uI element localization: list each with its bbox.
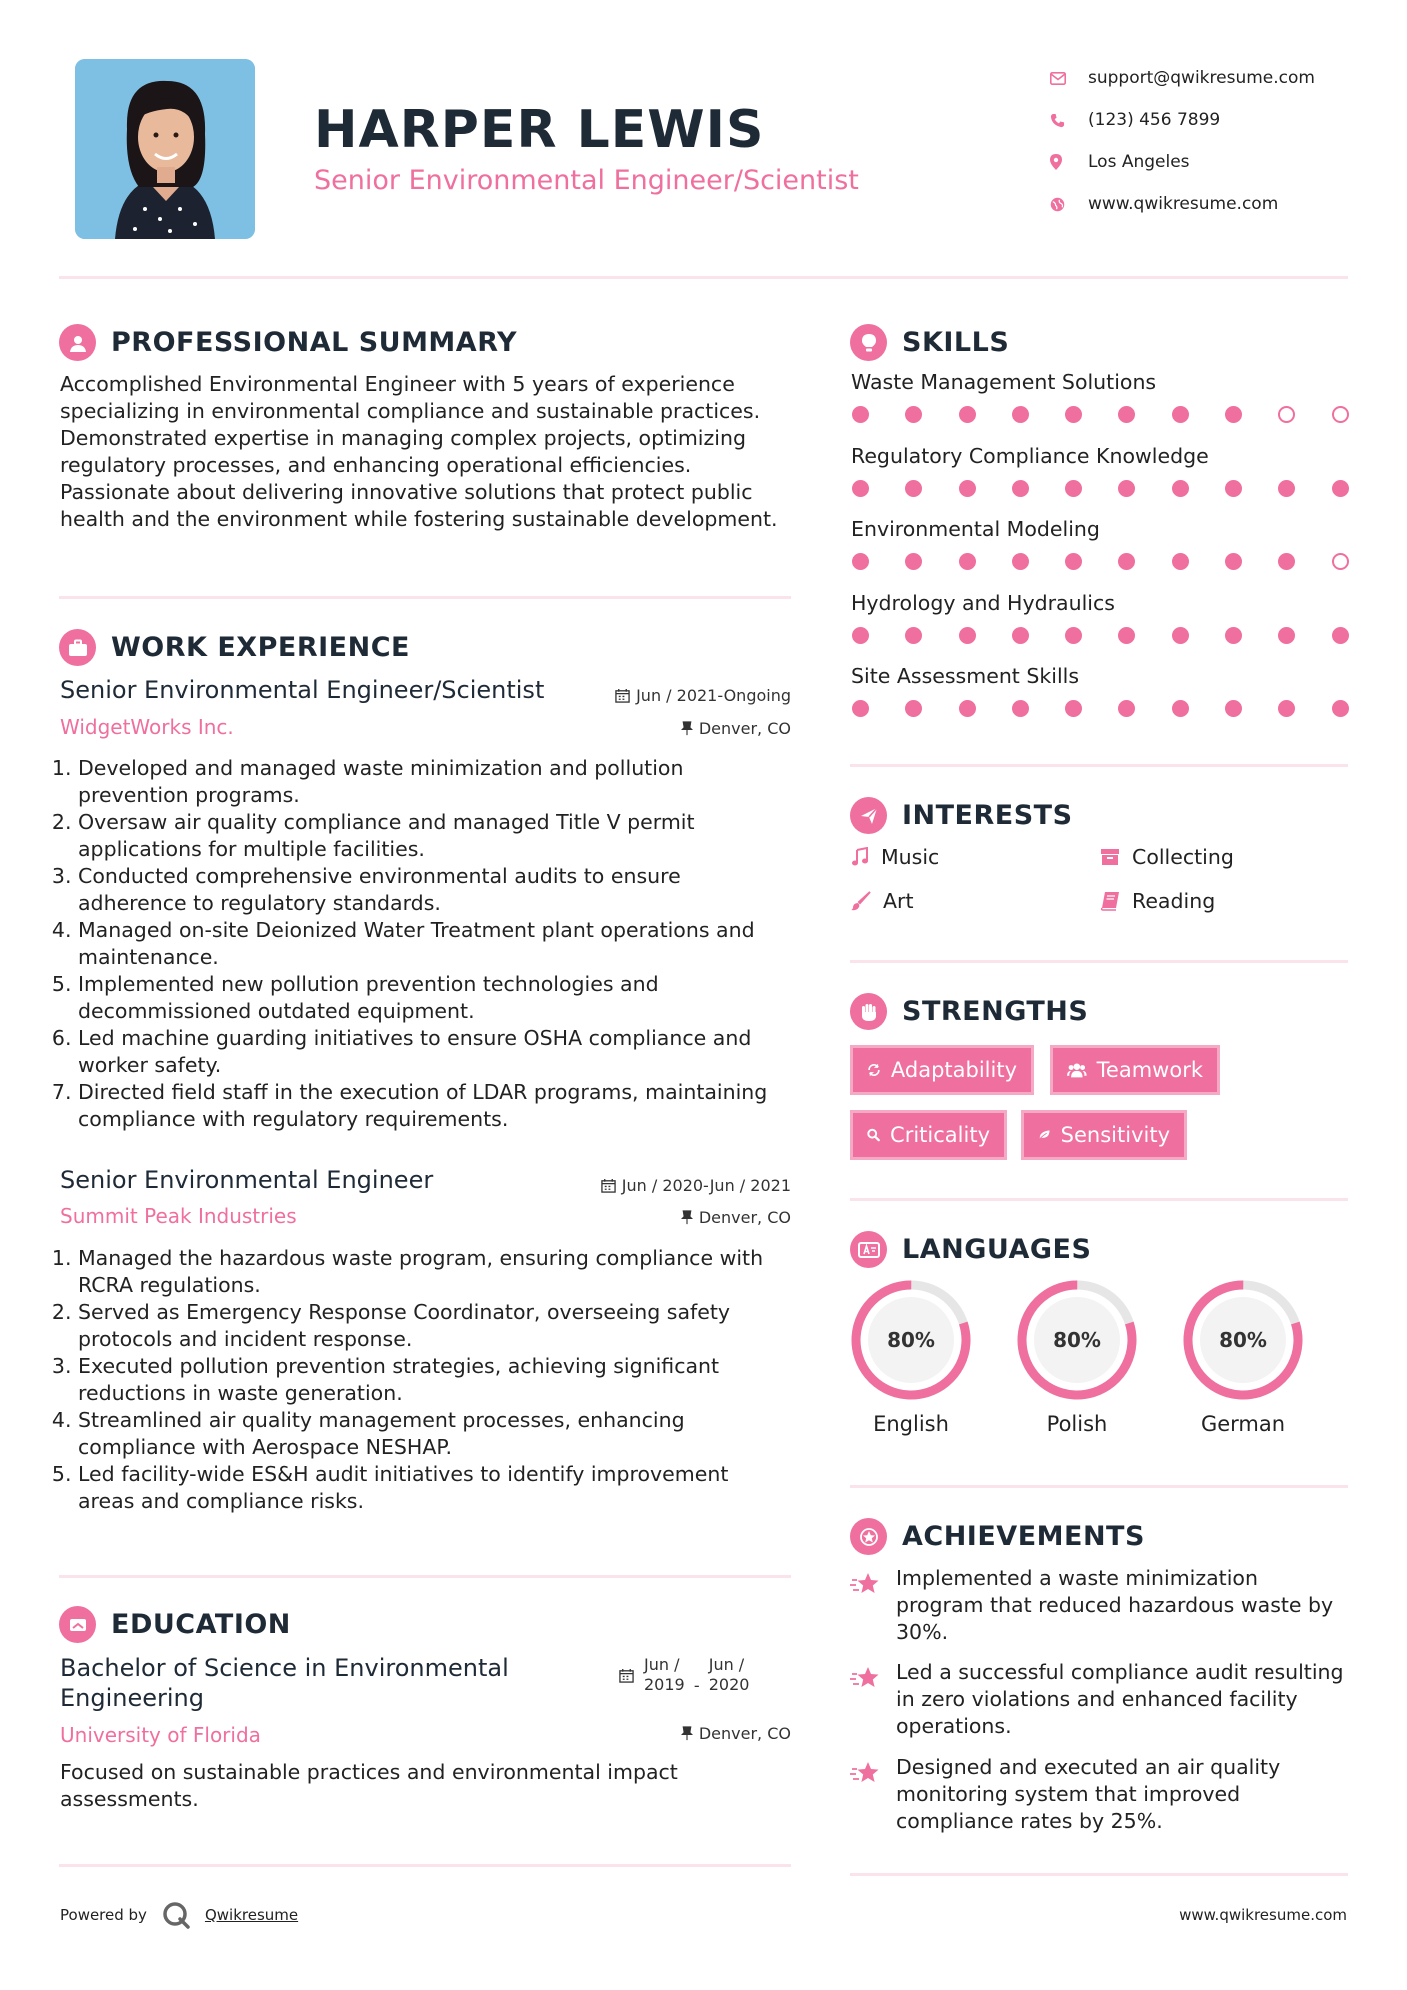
language-percent: 80% [887, 1328, 935, 1352]
language-name: Polish [1046, 1412, 1108, 1436]
language-item [1181, 1278, 1305, 1436]
rating-dot-filled [1278, 627, 1295, 644]
list-item: 3. Executed pollution prevention strategies, achieving significant reductions in waste generation. [78, 1353, 790, 1407]
users-icon [1067, 1060, 1087, 1080]
end-year: 2020 [708, 1675, 750, 1694]
school-name: University of Florida [60, 1723, 261, 1747]
calendar-icon [615, 688, 630, 703]
translate-icon [850, 1231, 887, 1268]
job-dates-text: Jun / 2020-Jun / 2021 [621, 1176, 791, 1195]
language-percent: 80% [1053, 1328, 1101, 1352]
phone-icon [1050, 113, 1088, 128]
rating-dot-filled [1118, 480, 1135, 497]
achievement-text: Led a successful compliance audit resulting in zero violations and enhanced facility operations. [896, 1660, 1344, 1738]
rating-dot-filled [959, 553, 976, 570]
location-text: Los Angeles [1088, 152, 1190, 172]
rating-dot-filled [852, 627, 869, 644]
start-year: 2019 [644, 1675, 685, 1694]
list-item: 4. Streamlined air quality management processes, enhancing compliance with Aerospace NESHAP. [78, 1407, 790, 1461]
pushpin-icon [681, 1210, 693, 1225]
interest-label: Art [883, 889, 914, 913]
website-text: www.qwikresume.com [1088, 194, 1279, 214]
strength-badge [850, 1045, 1034, 1095]
rating-dot-filled [1012, 700, 1029, 717]
start-date [644, 1655, 685, 1695]
rating-dot-filled [905, 700, 922, 717]
rating-dot-filled [1065, 700, 1082, 717]
achievement-item [850, 1754, 1346, 1835]
email-text: support@qwikresume.com [1088, 68, 1315, 88]
phone-text: (123) 456 7899 [1088, 110, 1221, 130]
header-divider [59, 276, 1348, 279]
interest-label: Music [881, 845, 940, 869]
rating-dot-filled [1065, 627, 1082, 644]
rating-dot-filled [1065, 406, 1082, 423]
strength-label: Adaptability [890, 1058, 1017, 1082]
rating-dot-filled [1172, 480, 1189, 497]
contact-website[interactable] [1050, 183, 1315, 225]
rating-dot-filled [959, 700, 976, 717]
list-item: 4. Managed on-site Deionized Water Treatment plant operations and maintenance. [78, 917, 790, 971]
language-percent: 80% [1219, 1328, 1267, 1352]
interest-label: Reading [1132, 889, 1216, 913]
contact-location [1050, 141, 1315, 183]
strength-label: Teamwork [1096, 1058, 1203, 1082]
rating-dot-filled [1225, 627, 1242, 644]
map-pin-icon [1050, 154, 1088, 170]
education-description: Focused on sustainable practices and environmental impact assessments. [60, 1760, 678, 1811]
pushpin-icon [681, 721, 693, 736]
rating-dot-filled [1172, 406, 1189, 423]
list-item: 6. Led machine guarding initiatives to ensure OSHA compliance and worker safety. [78, 1025, 790, 1079]
degree-line: Bachelor of Science in Environmental [60, 1654, 509, 1682]
education-title: EDUCATION [111, 1609, 291, 1640]
work-divider [59, 1575, 791, 1578]
list-item: 1. Developed and managed waste minimization and pollution prevention programs. [78, 755, 790, 809]
job-company: Summit Peak Industries [60, 1204, 297, 1228]
list-item: 5. Led facility-wide ES&H audit initiatives to identify improvement areas and compliance risks. [78, 1461, 790, 1515]
profile-photo [75, 59, 255, 239]
job-title: Senior Environmental Engineer/Scientist [60, 676, 545, 704]
language-name: English [873, 1412, 949, 1436]
rating-dot-filled [1278, 700, 1295, 717]
rating-dot-filled [1225, 700, 1242, 717]
powered-by-label: Powered by [60, 1906, 147, 1924]
rating-dot-filled [959, 627, 976, 644]
skill-name: Waste Management Solutions [851, 370, 1157, 394]
language-progress-ring [849, 1278, 973, 1402]
rating-dot-filled [959, 406, 976, 423]
summary-divider [59, 596, 791, 599]
skill-name: Environmental Modeling [851, 517, 1100, 541]
rating-dot-filled [1065, 480, 1082, 497]
refresh-icon [867, 1060, 881, 1080]
rating-dot-filled [959, 480, 976, 497]
rating-dot-filled [1118, 627, 1135, 644]
search-icon [867, 1125, 880, 1145]
rating-dot-empty [1278, 406, 1295, 423]
rating-dot-filled [905, 480, 922, 497]
job-responsibilities [60, 1245, 790, 1515]
rating-dot-filled [852, 480, 869, 497]
rating-dot-filled [1332, 627, 1349, 644]
rating-dot-filled [1278, 553, 1295, 570]
job-dates [615, 686, 791, 705]
rating-dot-filled [1225, 480, 1242, 497]
skill-rating [852, 553, 1385, 570]
interests-divider [850, 960, 1348, 963]
footer-powered-by [60, 1900, 298, 1930]
strengths-title: STRENGTHS [902, 996, 1089, 1027]
rating-dot-filled [1332, 700, 1349, 717]
rating-dot-filled [905, 553, 922, 570]
leaf-icon [1038, 1125, 1051, 1145]
end-date [709, 1655, 750, 1695]
rating-dot-filled [1118, 553, 1135, 570]
skill-rating [852, 700, 1385, 717]
achievement-item [850, 1659, 1346, 1740]
list-item: 3. Conducted comprehensive environmental audits to ensure adherence to regulatory standards. [78, 863, 790, 917]
rating-dot-filled [1118, 406, 1135, 423]
skill-rating [852, 406, 1385, 423]
footer-website[interactable]: www.qwikresume.com [1179, 1906, 1347, 1924]
interest-item [851, 889, 914, 913]
list-item: 5. Implemented new pollution prevention technologies and decommissioned outdated equipment. [78, 971, 790, 1025]
interest-item [1100, 889, 1215, 913]
strengths-divider [850, 1198, 1348, 1201]
strength-badge [850, 1110, 1007, 1160]
start-month: Jun / [644, 1655, 680, 1674]
job-dates [601, 1176, 791, 1195]
interest-label: Collecting [1132, 845, 1234, 869]
contact-list [1050, 57, 1315, 225]
job-location [681, 1208, 791, 1227]
education-divider [59, 1864, 791, 1867]
education-section-header [59, 1606, 291, 1643]
rating-dot-filled [852, 700, 869, 717]
end-month: Jun / [708, 1655, 745, 1674]
user-icon [59, 324, 96, 361]
achievement-star-icon [850, 1659, 896, 1740]
job-location [681, 719, 791, 738]
skill-rating [852, 627, 1385, 644]
skill-name: Site Assessment Skills [851, 664, 1080, 688]
education-dates [619, 1655, 749, 1695]
list-item: 2. Oversaw air quality compliance and managed Title V permit applications for multiple facilities. [78, 809, 790, 863]
skill-rating [852, 480, 1385, 497]
strength-badge [1050, 1045, 1220, 1095]
qwikresume-link[interactable]: Qwikresume [204, 1906, 299, 1924]
job-location-text: Denver, CO [698, 719, 791, 738]
rating-dot-filled [1012, 480, 1029, 497]
candidate-name: HARPER LEWIS [314, 100, 765, 160]
contact-phone[interactable] [1050, 99, 1315, 141]
archive-box-icon [1100, 848, 1120, 866]
job-title: Senior Environmental Engineer [60, 1166, 434, 1194]
job-company: WidgetWorks Inc. [60, 715, 234, 739]
work-section-header [59, 629, 410, 666]
degree-title [60, 1653, 509, 1713]
languages-section-header [850, 1231, 1091, 1268]
achievements-section-header [850, 1518, 1145, 1555]
star-icon [850, 1518, 887, 1555]
globe-icon [1050, 197, 1088, 212]
skill-name: Hydrology and Hydraulics [851, 590, 1115, 615]
job-responsibilities [60, 755, 790, 1133]
rating-dot-empty [1332, 406, 1349, 423]
strength-label: Criticality [890, 1123, 990, 1147]
briefcase-icon [59, 629, 96, 666]
strength-label: Sensitivity [1060, 1123, 1170, 1147]
strengths-section-header [850, 993, 1088, 1030]
rating-dot-filled [1065, 553, 1082, 570]
envelope-icon [1050, 72, 1088, 85]
interests-title: INTERESTS [902, 800, 1073, 831]
rating-dot-filled [1225, 553, 1242, 570]
skills-section-header [850, 324, 1009, 361]
rating-dot-filled [1172, 700, 1189, 717]
summary-section-header [59, 324, 517, 361]
language-progress-ring [1015, 1278, 1139, 1402]
achievement-item [850, 1565, 1346, 1646]
contact-email[interactable] [1050, 57, 1315, 99]
calendar-icon [619, 1668, 634, 1683]
rating-dot-filled [1012, 627, 1029, 644]
languages-title: LANGUAGES [902, 1234, 1092, 1265]
pushpin-icon [681, 1726, 693, 1741]
interest-item [851, 845, 939, 869]
skills-title: SKILLS [902, 327, 1010, 358]
graduation-icon [59, 1606, 96, 1643]
languages-divider [850, 1485, 1348, 1488]
list-item: 7. Directed field staff in the execution of LDAR programs, maintaining compliance with regulatory requirements. [78, 1079, 790, 1133]
job-location-text: Denver, CO [698, 1208, 791, 1227]
candidate-role: Senior Environmental Engineer/Scientist [314, 165, 859, 196]
achievement-text: Designed and executed an air quality monitoring system that improved compliance rates by 25%. [896, 1755, 1281, 1833]
language-item [1015, 1278, 1139, 1436]
education-location-text: Denver, CO [698, 1724, 791, 1743]
work-title: WORK EXPERIENCE [111, 632, 410, 663]
skills-divider [850, 764, 1348, 767]
qwikresume-logo [161, 1900, 191, 1930]
rating-dot-filled [1172, 627, 1189, 644]
skill-name: Regulatory Compliance Knowledge [851, 443, 1209, 468]
music-note-icon [851, 847, 869, 867]
rating-dot-filled [1118, 700, 1135, 717]
interest-item [1100, 845, 1234, 869]
rating-dot-empty [1332, 553, 1349, 570]
strength-badge [1021, 1110, 1187, 1160]
paper-plane-icon [850, 797, 887, 834]
calendar-icon [601, 1178, 616, 1193]
achievements-title: ACHIEVEMENTS [902, 1521, 1145, 1552]
fist-icon [850, 993, 887, 1030]
date-separator: - [693, 1675, 700, 1695]
lightbulb-icon [850, 324, 887, 361]
interests-section-header [850, 797, 1073, 834]
achievement-star-icon [850, 1565, 896, 1646]
achievement-text: Implemented a waste minimization program that reduced hazardous waste by 30%. [896, 1566, 1334, 1644]
rating-dot-filled [1332, 480, 1349, 497]
education-location [681, 1724, 791, 1743]
paintbrush-icon [851, 891, 871, 911]
language-name: German [1200, 1412, 1286, 1436]
achievements-divider [850, 1873, 1348, 1876]
book-icon [1100, 891, 1120, 911]
rating-dot-filled [1012, 406, 1029, 423]
summary-text: Accomplished Environmental Engineer with 5 years of experience specializing in environmental compliance and sustainable practices. Demonstrated expertise in managing complex projects, optimizing regulatory processes, and enhancing operational efficiencies. Passionate about delivering innovative solutions that protect public health and the environment while fostering sustainable development. [60, 372, 778, 531]
list-item: 2. Served as Emergency Response Coordinator, overseeing safety protocols and incident response. [78, 1299, 790, 1353]
language-progress-ring [1181, 1278, 1305, 1402]
achievement-star-icon [850, 1754, 896, 1835]
rating-dot-filled [1225, 406, 1242, 423]
list-item: 1. Managed the hazardous waste program, ensuring compliance with RCRA regulations. [78, 1245, 790, 1299]
summary-title: PROFESSIONAL SUMMARY [111, 327, 518, 358]
rating-dot-filled [905, 627, 922, 644]
rating-dot-filled [1172, 553, 1189, 570]
degree-line: Engineering [60, 1684, 204, 1712]
rating-dot-filled [852, 553, 869, 570]
rating-dot-filled [852, 406, 869, 423]
language-item [849, 1278, 973, 1436]
job-dates-text: Jun / 2021-Ongoing [636, 686, 791, 705]
rating-dot-filled [1012, 553, 1029, 570]
rating-dot-filled [905, 406, 922, 423]
rating-dot-filled [1278, 480, 1295, 497]
